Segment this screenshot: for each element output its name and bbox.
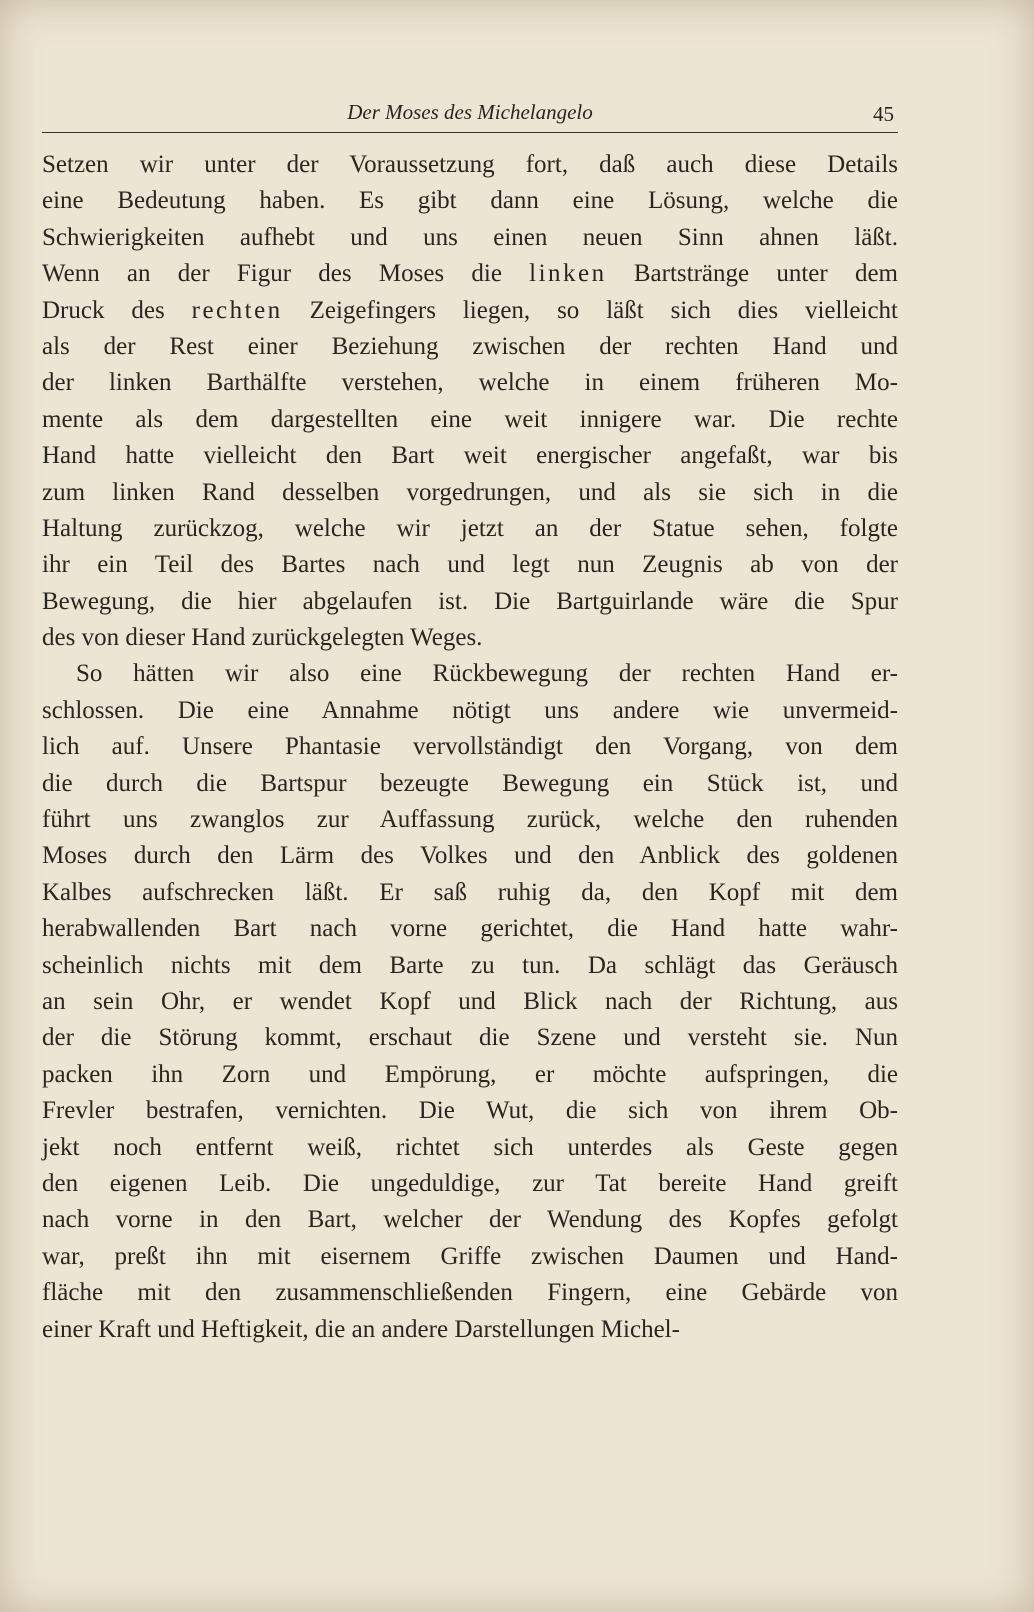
line-segment: Frevler bestrafen, vernichten. Die Wut, die sich von ihrem Ob- xyxy=(42,1097,898,1125)
text-line xyxy=(42,1202,898,1238)
line-segment: Setzen wir unter der Voraussetzung fort, daß auch diese Details xyxy=(42,151,898,178)
text-line xyxy=(42,1057,898,1093)
text-line xyxy=(42,802,898,838)
text-line xyxy=(42,220,898,256)
line-segment: packen ihn Zorn und Empörung, er möchte aufspringen, die xyxy=(42,1060,898,1088)
text-line xyxy=(42,656,898,692)
body-text xyxy=(42,147,898,1348)
line-segment: der die Störung kommt, erschaut die Szene und versteht sie. Nun xyxy=(42,1024,898,1052)
text-line xyxy=(42,293,898,329)
text-line xyxy=(42,365,898,401)
line-segment: an sein Ohr, er wendet Kopf und Blick nach der Richtung, aus xyxy=(42,987,898,1015)
line-segment: mente als dem dargestellten eine weit innigere war. Die rechte xyxy=(42,405,898,433)
line-segment: schlossen. Die eine Annahme nötigt uns andere wie unvermeid- xyxy=(42,696,898,724)
text-line xyxy=(42,147,898,183)
line-segment: einer Kraft und Heftigkeit, die an andere Darstellungen Michel- xyxy=(42,1315,680,1343)
text-line xyxy=(42,1166,898,1202)
line-segment: Moses durch den Lärm des Volkes und den Anblick des goldenen xyxy=(42,842,898,870)
paragraph xyxy=(42,656,898,1347)
text-line xyxy=(42,911,898,947)
line-segment: Haltung zurückzog, welche wir jetzt an der Statue sehen, folgte xyxy=(42,514,898,542)
text-line xyxy=(42,838,898,874)
line-segment: den eigenen Leib. Die ungeduldige, zur Tat bereite Hand greift xyxy=(42,1169,898,1197)
line-segment: jekt noch entfernt weiß, richtet sich unterdes als Geste gegen xyxy=(42,1133,898,1161)
text-line xyxy=(42,547,898,583)
text-line xyxy=(42,438,898,474)
line-segment: lich auf. Unsere Phantasie vervollständigt den Vorgang, von dem xyxy=(42,733,898,761)
text-line xyxy=(42,402,898,438)
text-line xyxy=(42,693,898,729)
text-line xyxy=(42,1312,898,1348)
line-segment: Hand hatte vielleicht den Bart weit energischer angefaßt, war bis xyxy=(42,442,898,470)
text-line xyxy=(42,875,898,911)
text-line xyxy=(42,256,898,292)
text-line xyxy=(42,729,898,765)
text-line xyxy=(42,584,898,620)
text-line xyxy=(42,511,898,547)
line-segment: des von dieser Hand zurückgelegten Weges. xyxy=(42,624,483,652)
book-page xyxy=(42,98,898,1348)
line-segment: Wenn an der Figur des Moses die xyxy=(42,260,530,288)
line-segment: Kalbes aufschrecken läßt. Er saß ruhig da, den Kopf mit dem xyxy=(42,878,898,906)
line-segment: war, preßt ihn mit eisernem Griffe zwischen Daumen und Hand- xyxy=(42,1242,898,1270)
text-line xyxy=(42,183,898,219)
text-line xyxy=(42,984,898,1020)
page-number: 45 xyxy=(873,102,894,126)
line-segment: zum linken Rand desselben vorgedrungen, und als sie sich in die xyxy=(42,478,898,506)
line-segment: herabwallenden Bart nach vorne gerichtet, die Hand hatte wahr- xyxy=(42,915,898,943)
text-line xyxy=(42,1130,898,1166)
text-line xyxy=(42,329,898,365)
running-title: Der Moses des Michelangelo xyxy=(347,100,593,124)
text-line xyxy=(42,1275,898,1311)
line-segment: ihr ein Teil des Bartes nach und legt nun Zeugnis ab von der xyxy=(42,551,898,579)
text-line xyxy=(42,948,898,984)
line-segment: der linken Barthälfte verstehen, welche in einem früheren Mo- xyxy=(42,369,898,397)
line-segment: fläche mit den zusammenschließenden Fingern, eine Gebärde von xyxy=(42,1279,898,1307)
emphasized-word: linken xyxy=(529,260,607,288)
paragraph xyxy=(42,147,898,656)
line-segment: Schwierigkeiten aufhebt und uns einen neuen Sinn ahnen läßt. xyxy=(42,223,898,251)
line-segment: scheinlich nichts mit dem Barte zu tun. Da schlägt das Geräusch xyxy=(42,951,898,979)
line-segment: nach vorne in den Bart, welcher der Wendung des Kopfes gefolgt xyxy=(42,1206,898,1234)
text-line xyxy=(42,1020,898,1056)
line-segment: führt uns zwanglos zur Auffassung zurück, welche den ruhenden xyxy=(42,806,898,834)
line-segment: Bartstränge unter dem xyxy=(606,260,898,288)
text-line xyxy=(42,1093,898,1129)
line-segment: die durch die Bartspur bezeugte Bewegung ein Stück ist, und xyxy=(42,769,898,797)
text-line xyxy=(42,620,898,656)
line-segment: So hätten wir also eine Rückbewegung der rechten Hand er- xyxy=(76,660,898,688)
running-header xyxy=(42,98,898,133)
line-segment: Zeigefingers liegen, so läßt sich dies vielleicht xyxy=(282,296,898,324)
text-line xyxy=(42,475,898,511)
line-segment: Bewegung, die hier abgelaufen ist. Die Bartguirlande wäre die Spur xyxy=(42,587,898,615)
line-segment: Druck des xyxy=(42,296,192,324)
line-segment: eine Bedeutung haben. Es gibt dann eine Lösung, welche die xyxy=(42,187,898,215)
emphasized-word: rechten xyxy=(191,296,283,324)
text-line xyxy=(42,766,898,802)
line-segment: als der Rest einer Beziehung zwischen der rechten Hand und xyxy=(42,332,898,360)
text-line xyxy=(42,1239,898,1275)
